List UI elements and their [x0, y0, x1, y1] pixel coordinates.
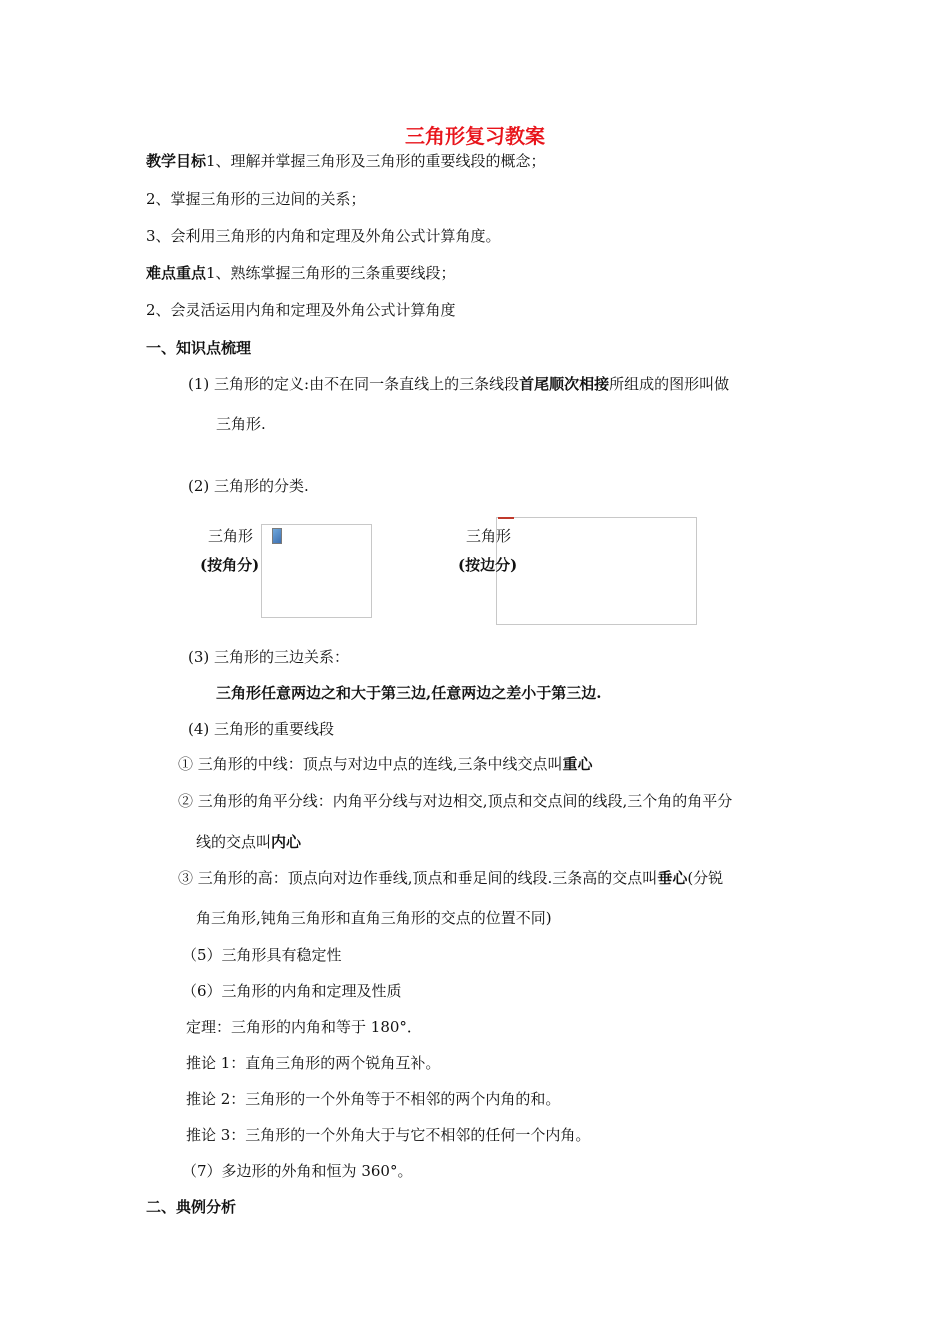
bisector-text: ② 三角形的角平分线：内角平分线与对边相交,顶点和交点间的线段,三个角的角平分	[178, 792, 733, 810]
section2-heading: 二、典例分析	[146, 1198, 237, 1216]
altitude-cont: 角三角形,钝角三角形和直角三角形的交点的位置不同)	[196, 909, 552, 927]
goals-item-3: 3、会利用三角形的内角和定理及外角公式计算角度。	[146, 227, 501, 245]
key-points-line-1	[146, 263, 456, 283]
altitude-line	[178, 868, 723, 888]
definition-prefix: (1) 三角形的定义:由不在同一条直线上的三条线段	[188, 375, 520, 393]
classification-left-sub: (按角分)	[200, 556, 260, 574]
altitude-text: ③ 三角形的高：顶点向对边作垂线,顶点和垂足间的线段.三条高的交点叫	[178, 869, 658, 887]
classification-heading: (2) 三角形的分类.	[188, 477, 309, 495]
median-bold: 重心	[562, 755, 593, 773]
key-points-item-1: 1、熟练掌握三角形的三条重要线段；	[206, 264, 456, 282]
bisector-bold: 内心	[271, 833, 302, 851]
sides-heading: (3) 三角形的三边关系：	[188, 648, 350, 666]
classification-left-label: 三角形	[208, 527, 254, 545]
corollary-1: 推论 1：直角三角形的两个锐角互补。	[186, 1054, 441, 1072]
key-points-item-2: 2、会灵活运用内角和定理及外角公式计算角度	[146, 301, 456, 319]
definition-suffix: 所组成的图形叫做	[609, 375, 730, 393]
classification-right-sub: (按边分)	[458, 556, 518, 574]
definition-line	[188, 374, 729, 394]
median-text: ① 三角形的中线：顶点与对边中点的连线,三条中线交点叫	[178, 755, 563, 773]
key-points-label: 难点重点	[146, 264, 207, 282]
page-title: 三角形复习教案	[405, 124, 545, 148]
goals-line-1	[146, 151, 546, 171]
bisector-cont: 线的交点叫	[196, 833, 272, 851]
section1-heading: 一、知识点梳理	[146, 339, 252, 357]
polygon-exterior: （7）多边形的外角和恒为 360°。	[182, 1162, 413, 1180]
theorem: 定理：三角形的内角和等于 180°．	[186, 1018, 422, 1036]
corollary-2: 推论 2：三角形的一个外角等于不相邻的两个内角的和。	[186, 1090, 561, 1108]
sides-rule: 三角形任意两边之和大于第三边,任意两边之差小于第三边.	[216, 684, 602, 702]
angle-sum-heading: （6）三角形的内角和定理及性质	[182, 982, 402, 1000]
goals-item-1: 1、理解并掌握三角形及三角形的重要线段的概念；	[206, 152, 546, 170]
goals-item-2: 2、掌握三角形的三边间的关系；	[146, 190, 366, 208]
definition-bold: 首尾顺次相接	[519, 375, 610, 393]
classification-right-label: 三角形	[466, 527, 512, 545]
embedded-object-icon	[272, 528, 282, 544]
corollary-3: 推论 3：三角形的一个外角大于与它不相邻的任何一个内角。	[186, 1126, 591, 1144]
stability: （5）三角形具有稳定性	[182, 946, 342, 964]
classification-by-side-box	[496, 517, 697, 625]
embedded-object-marker	[498, 517, 514, 523]
segments-heading: (4) 三角形的重要线段	[188, 720, 335, 738]
goals-label: 教学目标	[146, 152, 207, 170]
altitude-suffix: (分锐	[687, 869, 724, 887]
definition-cont: 三角形.	[216, 415, 266, 433]
median-line	[178, 754, 593, 774]
altitude-bold: 垂心	[657, 869, 688, 887]
bisector-cont-line	[196, 832, 301, 852]
